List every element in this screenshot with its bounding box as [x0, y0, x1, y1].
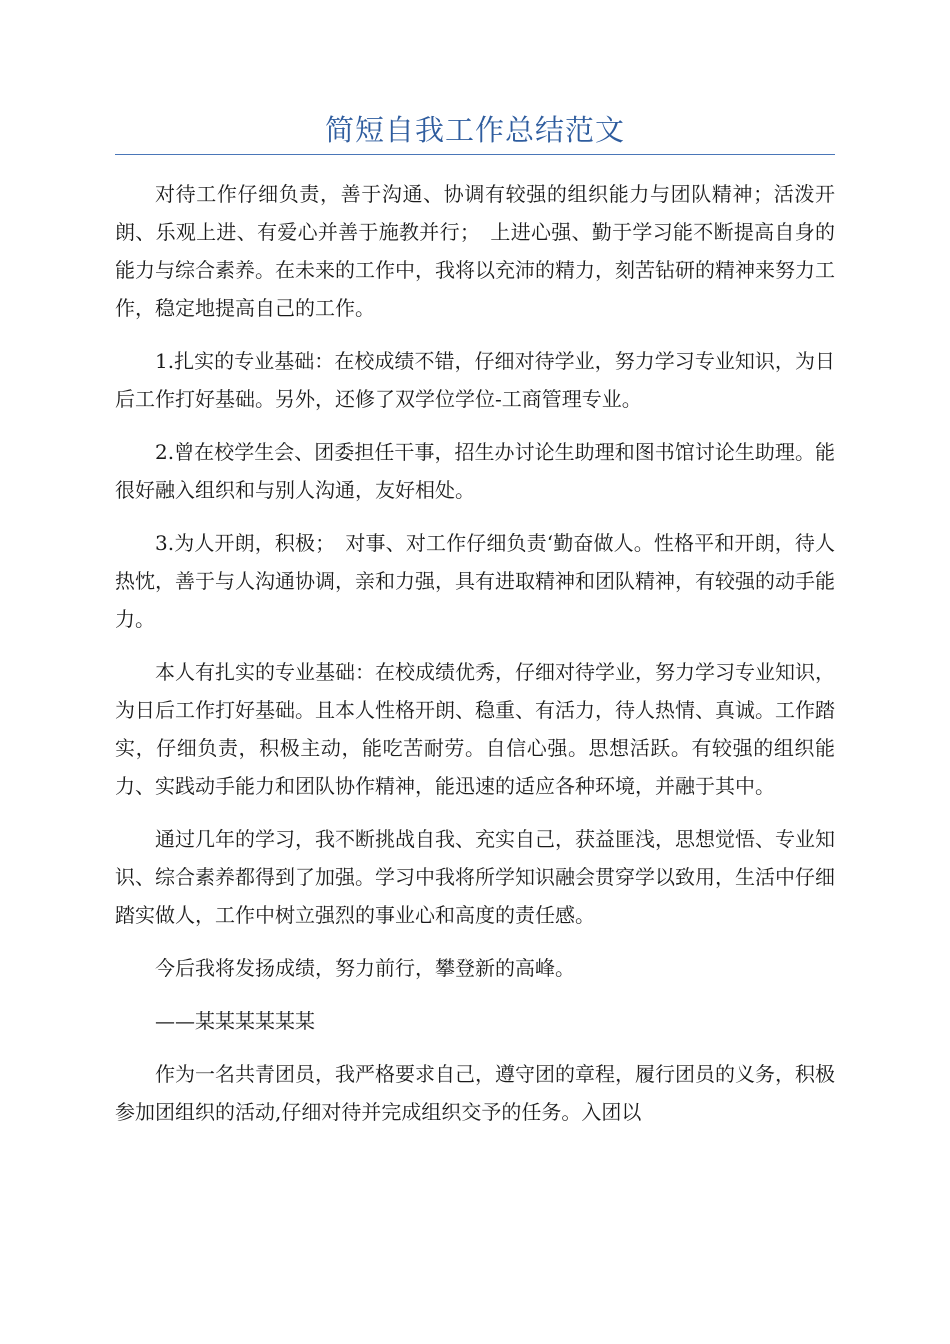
title-underline: [115, 154, 835, 155]
paragraph: 对待工作仔细负责，善于沟通、协调有较强的组织能力与团队精神；活泼开朗、乐观上进、有爱心并善于施教并行； 上进心强、勤于学习能不断提高自身的能力与综合素养。在未来的工作中，我将以充沛的精力，刻苦钻研的精神来努力工作，稳定地提高自己的工作。: [115, 182, 835, 320]
paragraph: 3.为人开朗，积极； 对事、对工作仔细负责‘勤奋做人。性格平和开朗，待人热忱，善于与人沟通协调，亲和力强，具有进取精神和团队精神，有较强的动手能力。: [115, 531, 835, 631]
paragraph: 2.曾在校学生会、团委担任干事，招生办讨论生助理和图书馆讨论生助理。能很好融入组织和与别人沟通，友好相处。: [115, 440, 835, 502]
signature-line: ——某某某某某某: [155, 1009, 315, 1033]
paragraph: 今后我将发扬成绩，努力前行，攀登新的高峰。: [155, 956, 575, 980]
document-body: [115, 175, 835, 1146]
paragraph: 作为一名共青团员，我严格要求自己，遵守团的章程，履行团员的义务，积极参加团组织的活动,仔细对待并完成组织交予的任务。入团以: [115, 1062, 835, 1124]
paragraph: 1.扎实的专业基础：在校成绩不错，仔细对待学业，努力学习专业知识，为日后工作打好基础。另外，还修了双学位学位-工商管理专业。: [115, 349, 835, 411]
paragraph: 通过几年的学习，我不断挑战自我、充实自己，获益匪浅，思想觉悟、专业知识、综合素养都得到了加强。学习中我将所学知识融会贯穿学以致用，生活中仔细踏实做人，工作中树立强烈的事业心和高度的责任感。: [115, 827, 835, 927]
paragraph: 本人有扎实的专业基础：在校成绩优秀，仔细对待学业，努力学习专业知识，为日后工作打好基础。且本人性格开朗、稳重、有活力，待人热情、真诚。工作踏实，仔细负责，积极主动，能吃苦耐劳。自信心强。思想活跃。有较强的组织能力、实践动手能力和团队协作精神，能迅速的适应各种环境，并融于其中。: [115, 660, 835, 798]
document-title: 简短自我工作总结范文: [324, 113, 625, 147]
